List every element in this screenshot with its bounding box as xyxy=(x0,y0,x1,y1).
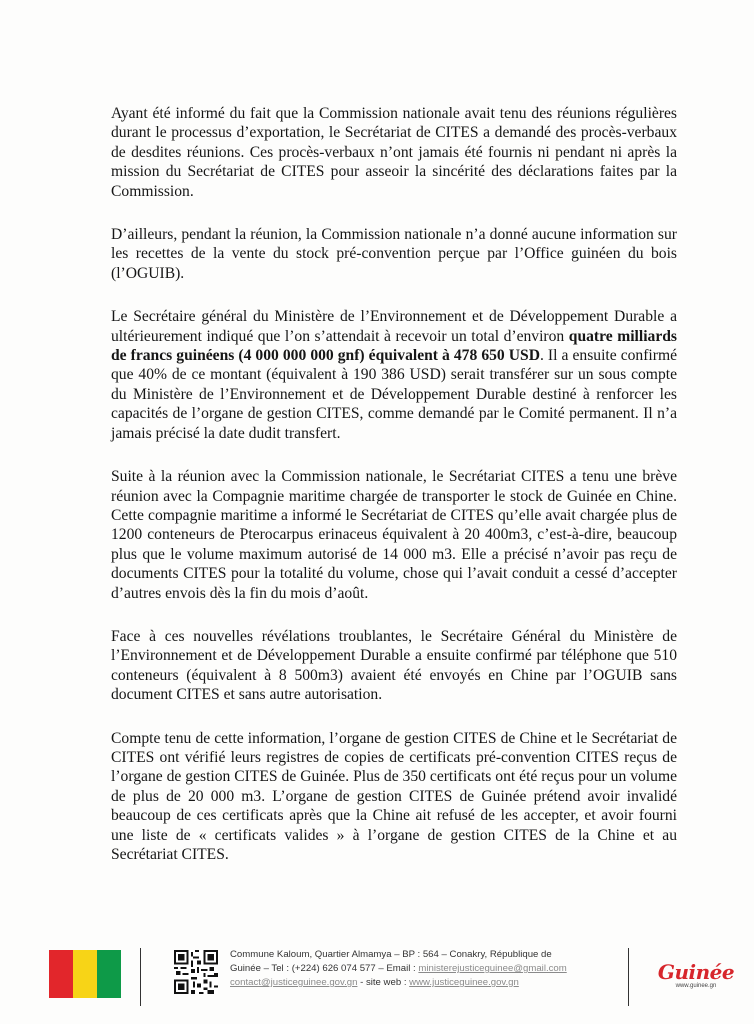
paragraph-sales-revenue: D’ailleurs, pendant la réunion, la Commission nationale n’a donné aucune information sur les recettes de la vente du stock pré-convention perçue par l’Office guinéen du bois (l’OGUIB). xyxy=(111,226,677,282)
flag-green-band xyxy=(97,950,121,998)
paragraph-revelations: Face à ces nouvelles révélations troublantes, le Secrétaire Général du Ministère de l’Environnement et de Développement Durable a ensuite confirmé par téléphone que 510 conteneurs (équivalent à 8 500m3) avaient été envoyés en Chine par l’OGUIB sans document CITES et sans autre autorisation. xyxy=(111,627,677,704)
paragraph-minutes-request: Ayant été informé du fait que la Commission nationale avait tenu des réunions régulières durant le processus d’exportation, le Secrétariat de CITES a demandé des procès-verbaux de desdites réunions. Ces procès-verbaux n’ont jamais été fournis ni pendant ni après la mission du Secrétariat de CITES pour asseoir la sincérité des déclarations faites par la Commission. xyxy=(111,105,677,200)
email-link-contact[interactable]: contact@justiceguinee.gov.gn xyxy=(230,977,358,988)
amount-highlight: quatre milliards de francs guinéens (4 000 000 000 gnf) équivalent à 478 650 USD xyxy=(111,327,677,365)
phone-email-label: Guinée – Tel : (+224) 626 074 577 – Email : xyxy=(230,963,419,974)
letterhead-footer xyxy=(0,938,754,1018)
flag-yellow-band xyxy=(73,950,97,998)
paragraph-expected-total-start: Le Secrétaire général du Ministère de l’Environnement et de Développement Durable a ultérieurement indiqué que l’on s’attendait à recevoir un total d’environ xyxy=(111,308,677,345)
footer-divider-right xyxy=(628,948,629,1006)
address-line-1: Commune Kaloum, Quartier Almamya – BP : 564 – Conakry, République de xyxy=(230,949,552,960)
paragraph-shipping-company: Suite à la réunion avec la Commission nationale, le Secrétariat CITES a tenu une brève réunion avec la Compagnie maritime chargée de transporter le stock de Guinée en Chine. Cette compagnie maritime a informé le Secrétariat de CITES qu’elle avait chargée plus de 1200 conteneurs de Pterocarpus erinaceus équivalent à 20 400m3, c’est-à-dire, beaucoup plus que le volume maximum autorisé de 14 000 m3. Elle a précisé n’avoir pas reçu de documents CITES pour la totalité du volume, chose qui l’avait conduit a cessé d’accepter d’autres envois dès la fin du mois d’août. xyxy=(111,468,677,602)
document-body xyxy=(111,104,677,888)
address-line-3 xyxy=(230,976,625,990)
logo-wordmark: Guinée xyxy=(657,960,735,984)
address-line-2 xyxy=(230,962,625,976)
flag-red-band xyxy=(49,950,73,998)
logo-url: www.guinee.gn xyxy=(675,983,717,989)
website-label: - site web : xyxy=(357,977,410,988)
footer-divider-left xyxy=(140,948,141,1006)
email-link-ministry[interactable]: ministerejusticeguinee@gmail.com xyxy=(418,963,567,974)
guinee-logo-icon xyxy=(656,962,736,1002)
website-link[interactable]: www.justiceguinee.gov.gn xyxy=(409,977,519,988)
qr-code-icon[interactable] xyxy=(174,950,218,994)
paragraph-expected-total xyxy=(111,307,677,443)
contact-info xyxy=(230,948,625,990)
paragraph-expected-total-end: . Il a ensuite confirmé que 40% de ce montant (équivalent à 190 386 USD) serait transférer sur un sous compte du Ministère de l’Environnement et de Développement Durable destiné à renforcer les capacités de l’organe de gestion CITES, comme demandé par le Comité permanent. Il n’a jamais précisé la date dudit transfert. xyxy=(111,347,677,442)
paragraph-certificates: Compte tenu de cette information, l’organe de gestion CITES de Chine et le Secrétariat de CITES ont vérifié leurs registres de copies de certificats pré-convention CITES reçus de l’organe de gestion CITES de Guinée. Plus de 350 certificats ont été reçus pour un volume de plus de 20 000 m3. L’organe de gestion CITES de Guinée prétend avoir invalidé beaucoup de ces certificats après que la Chine ait refusé de les accepter, et avoir fourni une liste de « certificats valides » à l’organe de gestion CITES de la Chine et au Secrétariat CITES. xyxy=(111,729,677,863)
guinea-flag-icon xyxy=(49,950,121,998)
